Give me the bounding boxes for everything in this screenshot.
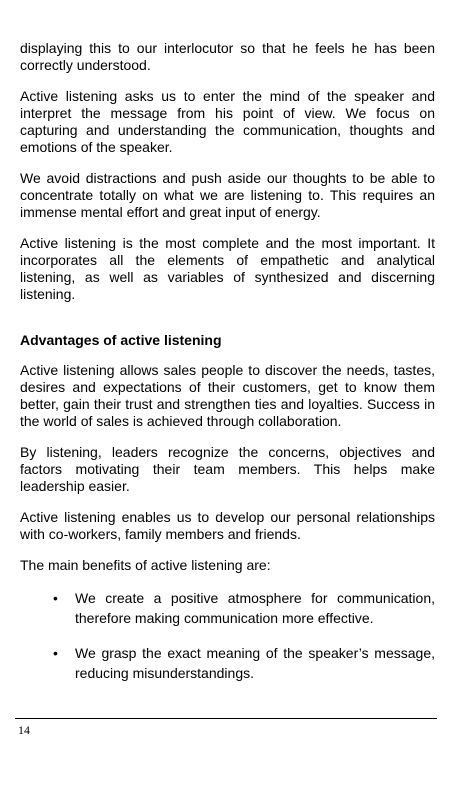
paragraph-avoid-distractions: We avoid distractions and push aside our thoughts to be able to concentrate totally on what we are listening to. This requires an immense mental effort and great input of energy.	[20, 170, 435, 220]
paragraph-sales-people: Active listening allows sales people to discover the needs, tastes, desires and expectations of their customers, get to know them better, gain their trust and strengthen ties and loyalties. Success in the world of sales is achieved through collaboration.	[20, 362, 435, 429]
page-body	[20, 40, 435, 698]
paragraph-relationships: Active listening enables us to develop our personal relationships with co-workers, family members and friends.	[20, 509, 435, 542]
benefits-list	[20, 588, 435, 683]
bullet-icon: •	[53, 590, 58, 606]
page-number: 14	[18, 723, 30, 737]
list-item-text: We create a positive atmosphere for communication, therefore making communication more effective.	[75, 590, 435, 626]
list-item	[20, 588, 435, 628]
footer-divider	[15, 718, 437, 719]
list-item	[20, 643, 435, 683]
paragraph-most-complete: Active listening is the most complete and the most important. It incorporates all the elements of empathetic and analytical listening, as well as variables of synthesized and discerning listening.	[20, 235, 435, 302]
paragraph-main-benefits-intro: The main benefits of active listening are:	[20, 557, 271, 573]
paragraph-continuation: displaying this to our interlocutor so that he feels he has been correctly understood.	[20, 40, 435, 73]
section-heading-advantages: Advantages of active listening	[20, 332, 222, 348]
bullet-icon: •	[53, 645, 58, 661]
list-item-text: We grasp the exact meaning of the speaker’s message, reducing misunderstandings.	[75, 645, 435, 681]
paragraph-leaders: By listening, leaders recognize the concerns, objectives and factors motivating their team members. This helps make leadership easier.	[20, 444, 435, 494]
paragraph-active-listening-definition: Active listening asks us to enter the mind of the speaker and interpret the message from his point of view. We focus on capturing and understanding the communication, thoughts and emotions of the speaker.	[20, 88, 435, 155]
